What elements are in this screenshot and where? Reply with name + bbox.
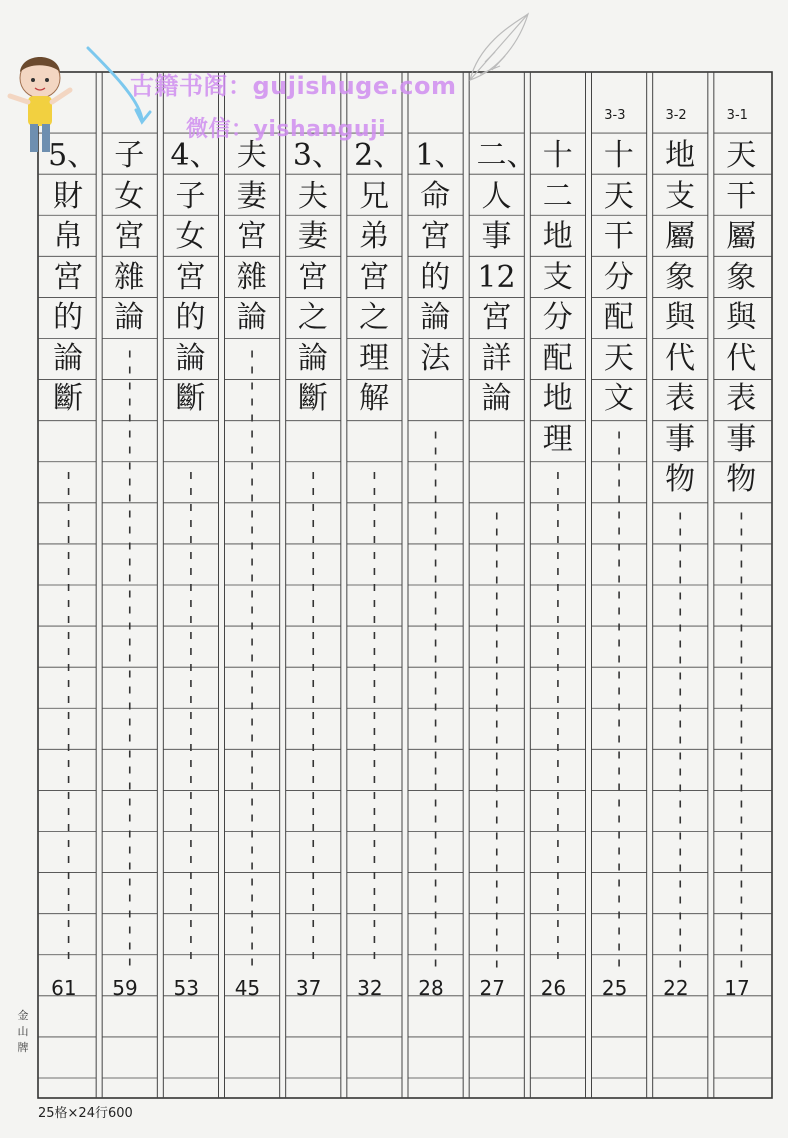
toc-page-number: 25 bbox=[601, 976, 628, 1000]
toc-page-number: 22 bbox=[663, 976, 689, 1000]
toc-title: 夫妻宮雜論 bbox=[236, 138, 267, 335]
toc-title: 子女宮雜論 bbox=[114, 138, 145, 335]
toc-title: 2、兄弟宮之理解 bbox=[354, 138, 404, 416]
toc-page-number: 32 bbox=[357, 976, 383, 1000]
toc-page-number: 59 bbox=[112, 976, 138, 1000]
toc-title: 地支屬象與代表事物 bbox=[665, 138, 696, 497]
toc-title: 天干屬象與代表事物 bbox=[726, 138, 757, 497]
toc-section-label bbox=[398, 96, 464, 136]
toc-section-label bbox=[31, 96, 97, 136]
toc-entry bbox=[284, 96, 342, 1000]
toc-section-label: 3-3 bbox=[604, 108, 626, 123]
watermark-wechat: 微信：yishanguji bbox=[186, 117, 387, 142]
toc-section-label bbox=[460, 96, 526, 136]
toc-section-label bbox=[92, 96, 158, 136]
toc-title: 二、人事12宮詳論 bbox=[476, 138, 537, 416]
toc-entry bbox=[590, 96, 648, 1000]
toc-page-number: 37 bbox=[295, 976, 322, 1000]
toc-page-number: 17 bbox=[724, 976, 750, 1000]
toc-page-number: 61 bbox=[51, 976, 77, 1000]
toc-section-label bbox=[337, 96, 403, 136]
toc-title: 5、財帛宮的論斷 bbox=[48, 138, 98, 416]
toc-entry bbox=[651, 96, 709, 1000]
toc-page-number: 27 bbox=[479, 976, 505, 1000]
toc-entry bbox=[529, 96, 587, 1000]
toc-entry bbox=[39, 96, 98, 1000]
toc-entry bbox=[345, 96, 404, 1000]
toc-section-label bbox=[154, 96, 220, 136]
toc-title: 十二地支分配地理 bbox=[542, 138, 573, 457]
toc-title: 4、子女宮的論斷 bbox=[170, 138, 220, 416]
grid-spec-footer: 25格×24行600 bbox=[38, 1106, 133, 1121]
toc-section-label: 3-1 bbox=[726, 108, 748, 123]
toc-entry bbox=[223, 96, 281, 1000]
toc-page-number: 45 bbox=[234, 976, 261, 1000]
toc-entry bbox=[712, 96, 770, 1000]
toc-section-label bbox=[521, 96, 587, 136]
toc-page-number: 28 bbox=[418, 976, 444, 1000]
toc-title: 十天干分配天文 bbox=[603, 138, 634, 416]
toc-page-number: 26 bbox=[540, 976, 567, 1000]
toc-title: 3、夫妻宮之論斷 bbox=[292, 138, 342, 416]
toc-entry bbox=[162, 96, 220, 1000]
toc-entry bbox=[100, 96, 158, 1000]
toc-section-label bbox=[276, 96, 342, 136]
toc-entry bbox=[468, 96, 537, 1000]
publisher-mark: 金山牌 bbox=[17, 1009, 29, 1054]
toc-page-number: 53 bbox=[173, 976, 199, 1000]
toc-title: 1、命宮的論法 bbox=[415, 138, 465, 376]
toc-section-label: 3-2 bbox=[665, 108, 687, 123]
toc-section-label bbox=[215, 96, 281, 136]
watermark-site: 古籍书阁：gujishuge.com bbox=[130, 72, 457, 100]
toc-entry bbox=[406, 96, 465, 1000]
